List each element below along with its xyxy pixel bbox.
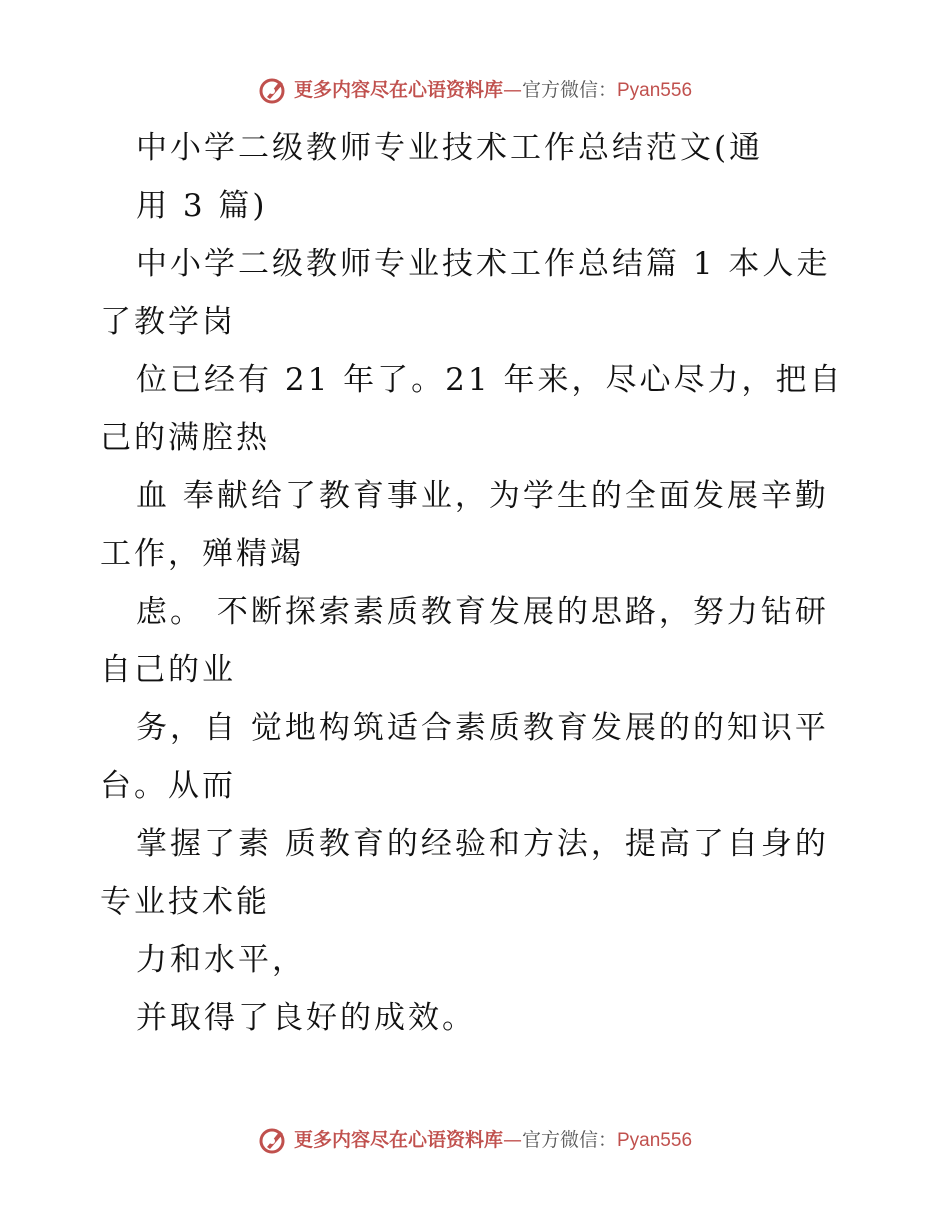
- paragraph-line: 己的满腔热: [100, 420, 270, 456]
- pen-circle-logo-icon: [258, 1125, 288, 1155]
- paragraph-line: 血 奉献给了教育事业，为学生的全面发展辛勤: [136, 478, 829, 514]
- paragraph-line: 力和水平，: [136, 942, 306, 978]
- title-line-1: 中小学二级教师专业技术工作总结范文(通: [136, 130, 764, 166]
- banner-main-text: 更多内容尽在心语资料库: [293, 78, 503, 101]
- paragraph-line: 工作，殚精竭: [100, 536, 304, 572]
- banner-dash: —: [502, 1128, 522, 1151]
- title-line-2: 用 3 篇): [136, 188, 268, 224]
- paragraph-line: 台。从而: [100, 768, 236, 804]
- banner-wechat-label: 官方微信：: [521, 1128, 617, 1151]
- footer-banner: [0, 1120, 950, 1160]
- paragraph-line: 中小学二级教师专业技术工作总结篇 1 本人走: [136, 246, 831, 282]
- banner-wechat-id: Pyan556: [617, 79, 693, 101]
- paragraph-line: 务，自 觉地构筑适合素质教育发展的的知识平: [136, 710, 829, 746]
- paragraph-line: 虑。 不断探索素质教育发展的思路，努力钻研: [136, 594, 829, 630]
- banner-main-text: 更多内容尽在心语资料库: [293, 1128, 503, 1151]
- banner-dash: —: [502, 78, 522, 101]
- banner-wechat-label: 官方微信：: [521, 78, 617, 101]
- paragraph-line: 位已经有 21 年了。21 年来，尽心尽力，把自: [136, 362, 844, 398]
- paragraph-line: 并取得了良好的成效。: [136, 1000, 476, 1036]
- paragraph-line: 专业技术能: [100, 884, 270, 920]
- header-banner: [0, 70, 950, 110]
- paragraph-line: 自己的业: [100, 652, 236, 688]
- pen-circle-logo-icon: [258, 75, 288, 105]
- banner-wechat-id: Pyan556: [617, 1129, 693, 1151]
- paragraph-line: 了教学岗: [100, 304, 236, 340]
- paragraph-line: 掌握了素 质教育的经验和方法，提高了自身的: [136, 826, 829, 862]
